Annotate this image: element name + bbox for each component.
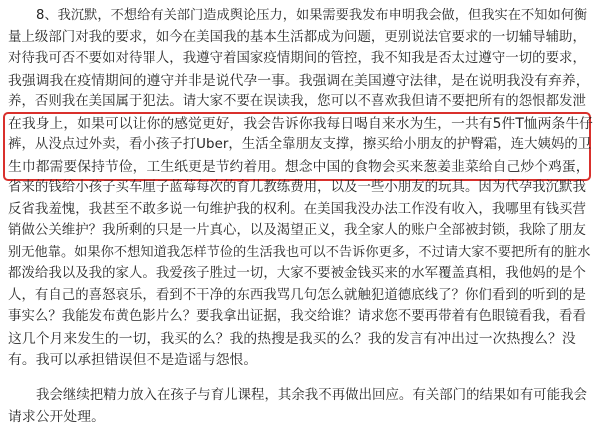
paragraph1-line-10: 反省我羞愧，我甚至不敢多说一句维护我的权利。在美国我没办法工作没有收入，我哪里有钱买营 (8, 201, 586, 217)
paragraph1-line-13: 都泼给我以及我的家人。我爱孩子胜过一切，大家不要被金钱买来的水军覆盖真相，我他妈的是个 (8, 266, 586, 281)
paragraph1-line-5: 养，否则我在美国属于犯法。请大家不要在误读我，您可以不喜欢我但请不要把所有的怨恨都发泄 (8, 94, 586, 109)
paragraph1-line-15: 事实么？我能发布黄色影片么？要我拿出证据，我交给谁？请求您不要再带着有色眼镜看我，看看 (8, 309, 586, 324)
paragraph1-line-14: 人，有自己的喜怒哀乐，看到不干净的东西我骂几句怎么就触犯道德底线了？你们看到的听到的是 (8, 287, 586, 303)
paragraph1-line-4: 我强调我在疫情期间的遵守并非是说代孕一事。我强调在美国遵守法律，是在说明我没有弃养， (8, 72, 590, 89)
paragraph1-line-1: 8、我沉默，不想给有关部门造成舆论压力，如果需要我发布申明我会做，但我实在不知如何衡 (36, 8, 588, 23)
paragraph1-line-7: 裤，从没点过外卖，看小孩子打Uber，生活全靠朋友支撑，擦买给小朋友的护臀霜，连大姨妈的卫 (8, 137, 592, 152)
paragraph2-line-1: 我会继续把精力放入在孩子与育儿课程，其余我不再做出回应。有关部门的结果如有可能我会 (36, 387, 588, 403)
paragraph1-line-3: 对待我可否不要如对待罪人，我遵守着国家疫情期间的管控，我不知我是否太过遵守一切的要求， (8, 51, 586, 66)
paragraph1-line-12: 别无他靠。如果你不想知道我怎样节俭的生活我也可以不告诉你更多，不过请大家不要把所有的脏水 (8, 244, 591, 260)
paragraph2-line-2: 请求公开处理。 (8, 409, 105, 425)
paragraph1-line-16: 这几个月来发生的一切，我买的么？我的热搜是我买的么？我的发言有冲出过一次热搜么？没 (8, 330, 576, 347)
paragraph1-line-2: 量上级部门对我的要求，如今在美国我的基本生活都成为问题，更别说法官要求的一切辅导辅助， (8, 29, 586, 45)
paragraph1-line-11: 销做公关维护？我所剩的只是一片真心，以及渴望正义，我全家人的账户全部被封锁，我除了朋友 (8, 223, 586, 238)
paragraph1-line-17: 有。我可以承担错误但不是造谣与怨恨。 (8, 352, 258, 368)
paragraph1-line-6: 在我身上，如果可以让你的感觉更好，我会告诉你我每日喝自来水为生，一共有5件T恤两条牛仔 (8, 115, 594, 132)
paragraph1-line-8: 生巾都需要保持节俭，工生纸更是节约着用。想念中国的食物会买来葱姜韭菜给自己炒个鸡蛋， (8, 158, 590, 175)
paragraph1-line-9: 省来的钱给小孩子买车厘子蓝莓每次的育儿教练费用，以及一些小朋友的玩具。因为代孕我沉默我 (8, 180, 586, 195)
